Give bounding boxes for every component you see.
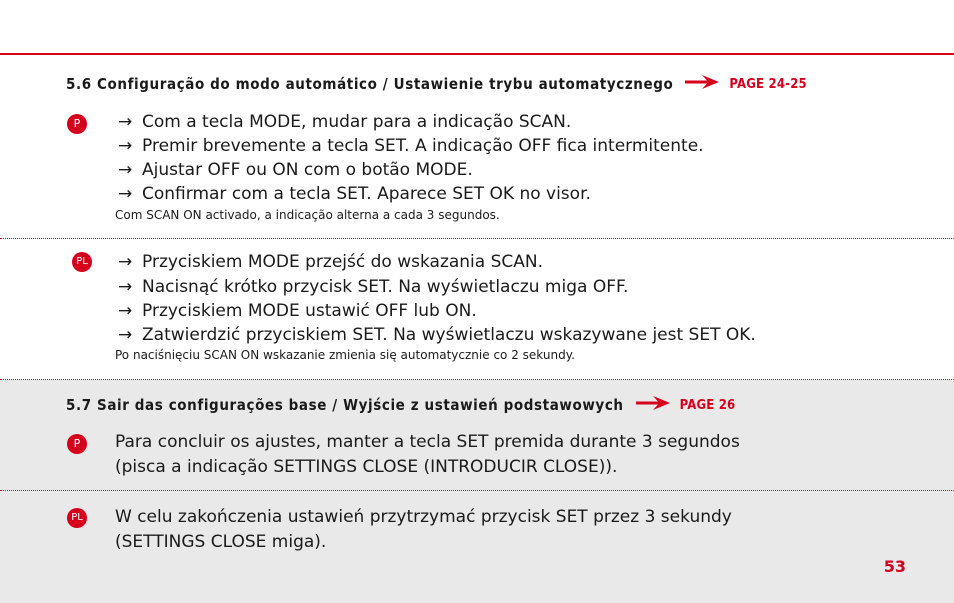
- arrow-right-icon: →: [118, 301, 133, 321]
- pt-note: Com SCAN ON activado, a indicação alterna a cada 3 segundos.: [115, 208, 500, 222]
- pt-exit-line-1: Para concluir os ajustes, manter a tecla SET premida durante 3 segundos: [115, 432, 740, 452]
- pl-exit-text: [115, 505, 732, 555]
- pl-step-1: → Przyciskiem MODE przejść do wskazania SCAN.: [118, 252, 544, 272]
- page-number: 53: [883, 557, 906, 576]
- pt-exit-line-2: (pisca a indicação SETTINGS CLOSE (INTRODUCIR CLOSE)).: [115, 457, 618, 477]
- pt-step-4: → Confirmar com a tecla SET. Aparece SET OK no visor.: [118, 184, 591, 204]
- top-rule: [0, 53, 954, 55]
- pt-step-1: → Com a tecla MODE, mudar para a indicação SCAN.: [118, 112, 572, 132]
- pt-exit-text: [115, 430, 740, 480]
- red-arrow-icon: [685, 75, 719, 93]
- dotted-divider: [0, 238, 954, 239]
- pt-step-3: → Ajustar OFF ou ON com o botão MODE.: [118, 160, 473, 180]
- arrow-right-icon: →: [118, 277, 133, 297]
- pl-exit-line-2: (SETTINGS CLOSE miga).: [115, 532, 327, 552]
- pl-step-2: → Nacisnąć krótko przycisk SET. Na wyświetlaczu miga OFF.: [118, 277, 629, 297]
- section-56-page-ref[interactable]: PAGE 24-25: [729, 76, 807, 92]
- arrow-right-icon: →: [118, 184, 133, 204]
- pl-step-4: → Zatwierdzić przyciskiem SET. Na wyświetlaczu wskazywane jest SET OK.: [118, 325, 756, 345]
- arrow-right-icon: →: [118, 136, 133, 156]
- language-badge-p: P: [67, 114, 87, 134]
- pl-note: Po naciśnięciu SCAN ON wskazanie zmienia się automatycznie co 2 sekundy.: [115, 348, 575, 362]
- section-56-heading: [66, 75, 807, 93]
- pl-exit-line-1: W celu zakończenia ustawień przytrzymać przycisk SET przez 3 sekundy: [115, 507, 732, 527]
- section-57-title: 5.7 Sair das configurações base / Wyjście z ustawień podstawowych: [66, 396, 624, 414]
- dotted-divider: [0, 490, 954, 491]
- section-56-title: 5.6 Configuração do modo automático / Ustawienie trybu automatycznego: [66, 75, 674, 93]
- language-badge-pl: PL: [67, 508, 87, 528]
- red-arrow-icon: [636, 396, 670, 414]
- section-57-page-ref[interactable]: PAGE 26: [679, 397, 736, 413]
- arrow-right-icon: →: [118, 325, 133, 345]
- language-badge-p: P: [67, 434, 87, 454]
- section-57-heading: [66, 396, 735, 414]
- arrow-right-icon: →: [118, 112, 133, 132]
- dotted-divider: [0, 379, 954, 380]
- pt-step-2: → Premir brevemente a tecla SET. A indicação OFF fica intermitente.: [118, 136, 704, 156]
- pl-step-3: → Przyciskiem MODE ustawić OFF lub ON.: [118, 301, 477, 321]
- arrow-right-icon: →: [118, 252, 133, 272]
- arrow-right-icon: →: [118, 160, 133, 180]
- language-badge-pl: PL: [72, 252, 92, 272]
